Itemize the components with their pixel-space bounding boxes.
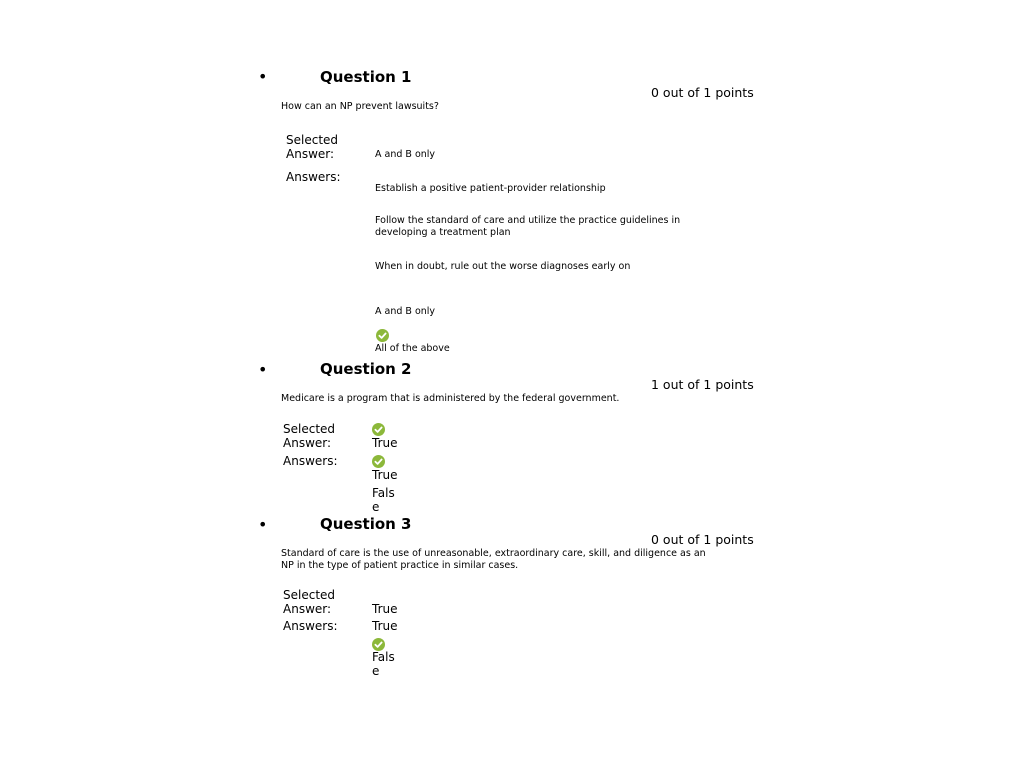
question-text: How can an NP prevent lawsuits? bbox=[281, 101, 439, 112]
question-points: 1 out of 1 points bbox=[651, 377, 754, 392]
answer-option: A and B only bbox=[375, 306, 436, 317]
selected-answer-label: Selected Answer: bbox=[286, 133, 339, 161]
question-points: 0 out of 1 points bbox=[651, 85, 754, 100]
answer-option: Establish a positive patient-provider relationship bbox=[375, 183, 606, 194]
selected-answer-label: Selected Answer: bbox=[283, 422, 336, 450]
selected-answer-label: Selected Answer: bbox=[283, 588, 336, 616]
answer-option-correct: All of the above bbox=[375, 343, 450, 354]
answer-option: When in doubt, rule out the worse diagnoses early on bbox=[375, 261, 631, 272]
check-circle-icon bbox=[376, 329, 389, 342]
check-circle-icon bbox=[372, 423, 385, 436]
check-circle-icon bbox=[372, 455, 385, 468]
question-text: Medicare is a program that is administered by the federal government. bbox=[281, 393, 620, 404]
answer-option-correct: True bbox=[372, 468, 398, 482]
question-points: 0 out of 1 points bbox=[651, 532, 754, 547]
answers-label: Answers: bbox=[283, 619, 338, 633]
answer-option: False bbox=[372, 486, 395, 514]
bullet: • bbox=[258, 515, 268, 534]
selected-answer-value: True bbox=[372, 436, 398, 450]
selected-answer-value: A and B only bbox=[375, 149, 436, 160]
question-title: Question 3 bbox=[320, 515, 412, 533]
question-title: Question 2 bbox=[320, 360, 412, 378]
bullet: • bbox=[258, 67, 268, 86]
answers-label: Answers: bbox=[286, 170, 341, 184]
selected-answer-value: True bbox=[372, 602, 398, 616]
question-title: Question 1 bbox=[320, 68, 412, 86]
question-text: Standard of care is the use of unreasonable, extraordinary care, skill, and diligence as an NP in the type of patient practice in similar cases. bbox=[281, 548, 706, 571]
answer-option: Follow the standard of care and utilize the practice guidelines in developing a treatment plan bbox=[375, 215, 681, 238]
answer-option-correct: False bbox=[372, 650, 395, 678]
answer-option: True bbox=[372, 619, 398, 633]
bullet: • bbox=[258, 360, 268, 379]
answers-label: Answers: bbox=[283, 454, 338, 468]
